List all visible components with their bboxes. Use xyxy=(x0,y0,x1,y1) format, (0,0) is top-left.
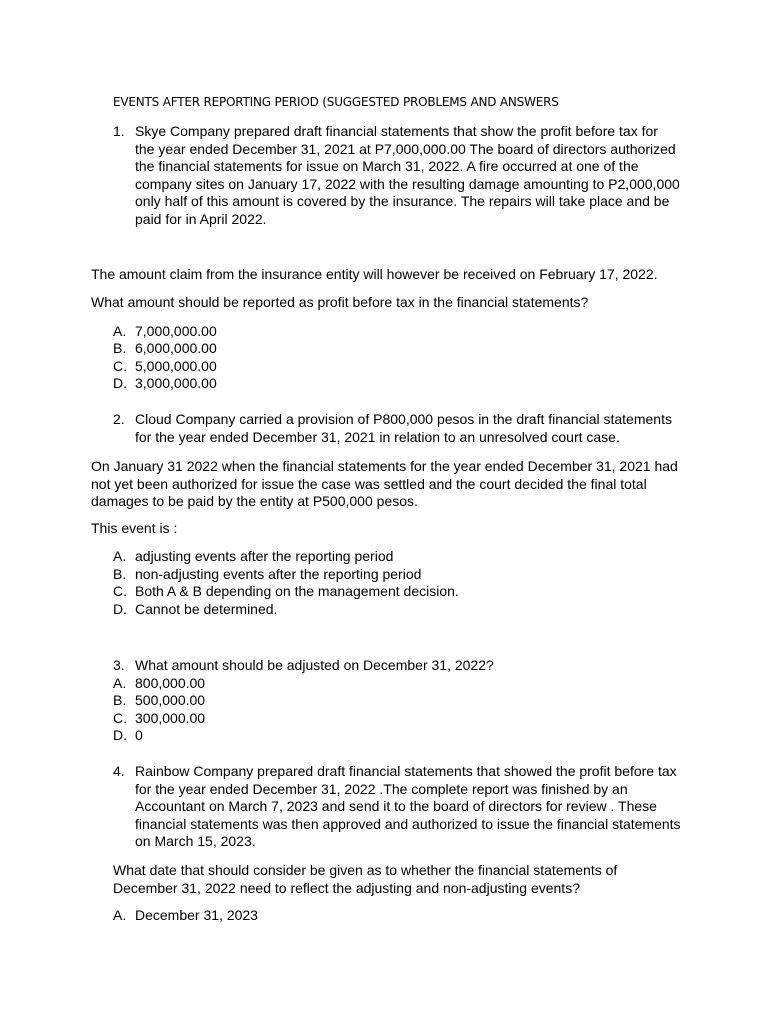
q2-option-b xyxy=(113,566,421,584)
q4-question-line: December 31, 2022 need to reflect the adjusting and non-adjusting events? xyxy=(113,879,580,896)
option-letter: A. xyxy=(113,548,127,564)
q1-line: company sites on January 17, 2022 with the resulting damage amounting to P2,000,000 xyxy=(135,175,680,192)
q1-question: What amount should be reported as profit before tax in the financial statements? xyxy=(91,294,589,310)
option-letter: D. xyxy=(113,727,127,743)
q1-number: 1. xyxy=(113,123,125,139)
q4-number: 4. xyxy=(113,763,125,779)
q3-option-a xyxy=(113,675,205,693)
option-text: 300,000.00 xyxy=(135,710,206,726)
option-letter: C. xyxy=(113,583,127,599)
q1-line: Skye Company prepared draft financial statements that show the profit before tax for xyxy=(135,123,658,139)
q2-body xyxy=(135,411,672,446)
option-letter: B. xyxy=(113,340,127,356)
q2-context-line: damages to be paid by the entity at P500,000 pesos. xyxy=(91,493,418,510)
option-letter: C. xyxy=(113,358,127,374)
option-text: 7,000,000.00 xyxy=(135,323,217,339)
option-letter: A. xyxy=(113,907,127,923)
q3-option-c xyxy=(113,710,205,728)
q1-option-a xyxy=(113,323,217,341)
option-text: non-adjusting events after the reporting period xyxy=(135,566,422,582)
q3-number: 3. xyxy=(113,657,125,673)
q1-line: only half of this amount is covered by the insurance. The repairs will take place and be xyxy=(135,193,670,210)
q2-question: This event is : xyxy=(91,520,178,536)
q2-line: Cloud Company carried a provision of P800,000 pesos in the draft financial statements xyxy=(135,411,672,427)
q2-line: for the year ended December 31, 2021 in relation to an unresolved court case. xyxy=(135,428,620,445)
q1-note: The amount claim from the insurance entity will however be received on February 17, 2022. xyxy=(91,266,658,282)
q2-number: 2. xyxy=(113,411,125,427)
option-text: December 31, 2023 xyxy=(135,907,258,923)
q1-option-b xyxy=(113,340,217,358)
q1-option-d xyxy=(113,375,217,393)
q4-body xyxy=(135,763,681,851)
q3-option-d xyxy=(113,727,143,745)
q3-question: What amount should be adjusted on December 31, 2022? xyxy=(135,657,494,673)
option-text: 800,000.00 xyxy=(135,675,206,691)
q1-option-c xyxy=(113,358,217,376)
option-text: 500,000.00 xyxy=(135,692,206,708)
option-text: Both A & B depending on the management decision. xyxy=(135,583,459,599)
q4-question xyxy=(113,862,617,897)
q2-context-line: On January 31 2022 when the financial statements for the year ended December 31, 2021 had xyxy=(91,458,678,474)
q4-line: on March 15, 2023. xyxy=(135,833,256,850)
option-text: 3,000,000.00 xyxy=(135,375,217,391)
q4-line: financial statements was then approved and authorized to issue the financial statements xyxy=(135,815,681,832)
option-text: 5,000,000.00 xyxy=(135,358,217,374)
q1-line: the year ended December 31, 2021 at P7,000,000.00 The board of directors authorized xyxy=(135,140,676,157)
option-letter: B. xyxy=(113,566,127,582)
q1-line: the financial statements for issue on March 31, 2022. A fire occurred at one of the xyxy=(135,158,639,175)
option-text: 6,000,000.00 xyxy=(135,340,217,356)
option-text: 0 xyxy=(135,727,143,743)
q4-line: for the year ended December 31, 2022 .The complete report was finished by an xyxy=(135,780,628,797)
q1-body xyxy=(135,123,680,229)
q4-line: Accountant on March 7, 2023 and send it to the board of directors for review . These xyxy=(135,798,657,815)
option-letter: A. xyxy=(113,323,127,339)
document-heading: EVENTS AFTER REPORTING PERIOD (SUGGESTED PROBLEMS AND ANSWERS xyxy=(113,95,559,109)
option-letter: D. xyxy=(113,375,127,391)
q4-question-line: What date that should consider be given as to whether the financial statements of xyxy=(113,862,618,878)
q4-line: Rainbow Company prepared draft financial statements that showed the profit before tax xyxy=(135,763,677,779)
q3-option-b xyxy=(113,692,205,710)
q2-context xyxy=(91,458,678,511)
q4-option-a xyxy=(113,907,258,925)
q2-context-line: not yet been authorized for issue the case was settled and the court decided the final total xyxy=(91,475,647,492)
option-letter: C. xyxy=(113,710,127,726)
option-text: adjusting events after the reporting period xyxy=(135,548,394,564)
q2-option-a xyxy=(113,548,393,566)
option-text: Cannot be determined. xyxy=(135,601,278,617)
q2-option-d xyxy=(113,601,277,619)
option-letter: A. xyxy=(113,675,127,691)
option-letter: B. xyxy=(113,692,127,708)
q1-line: paid for in April 2022. xyxy=(135,210,267,227)
q2-option-c xyxy=(113,583,459,601)
option-letter: D. xyxy=(113,601,127,617)
